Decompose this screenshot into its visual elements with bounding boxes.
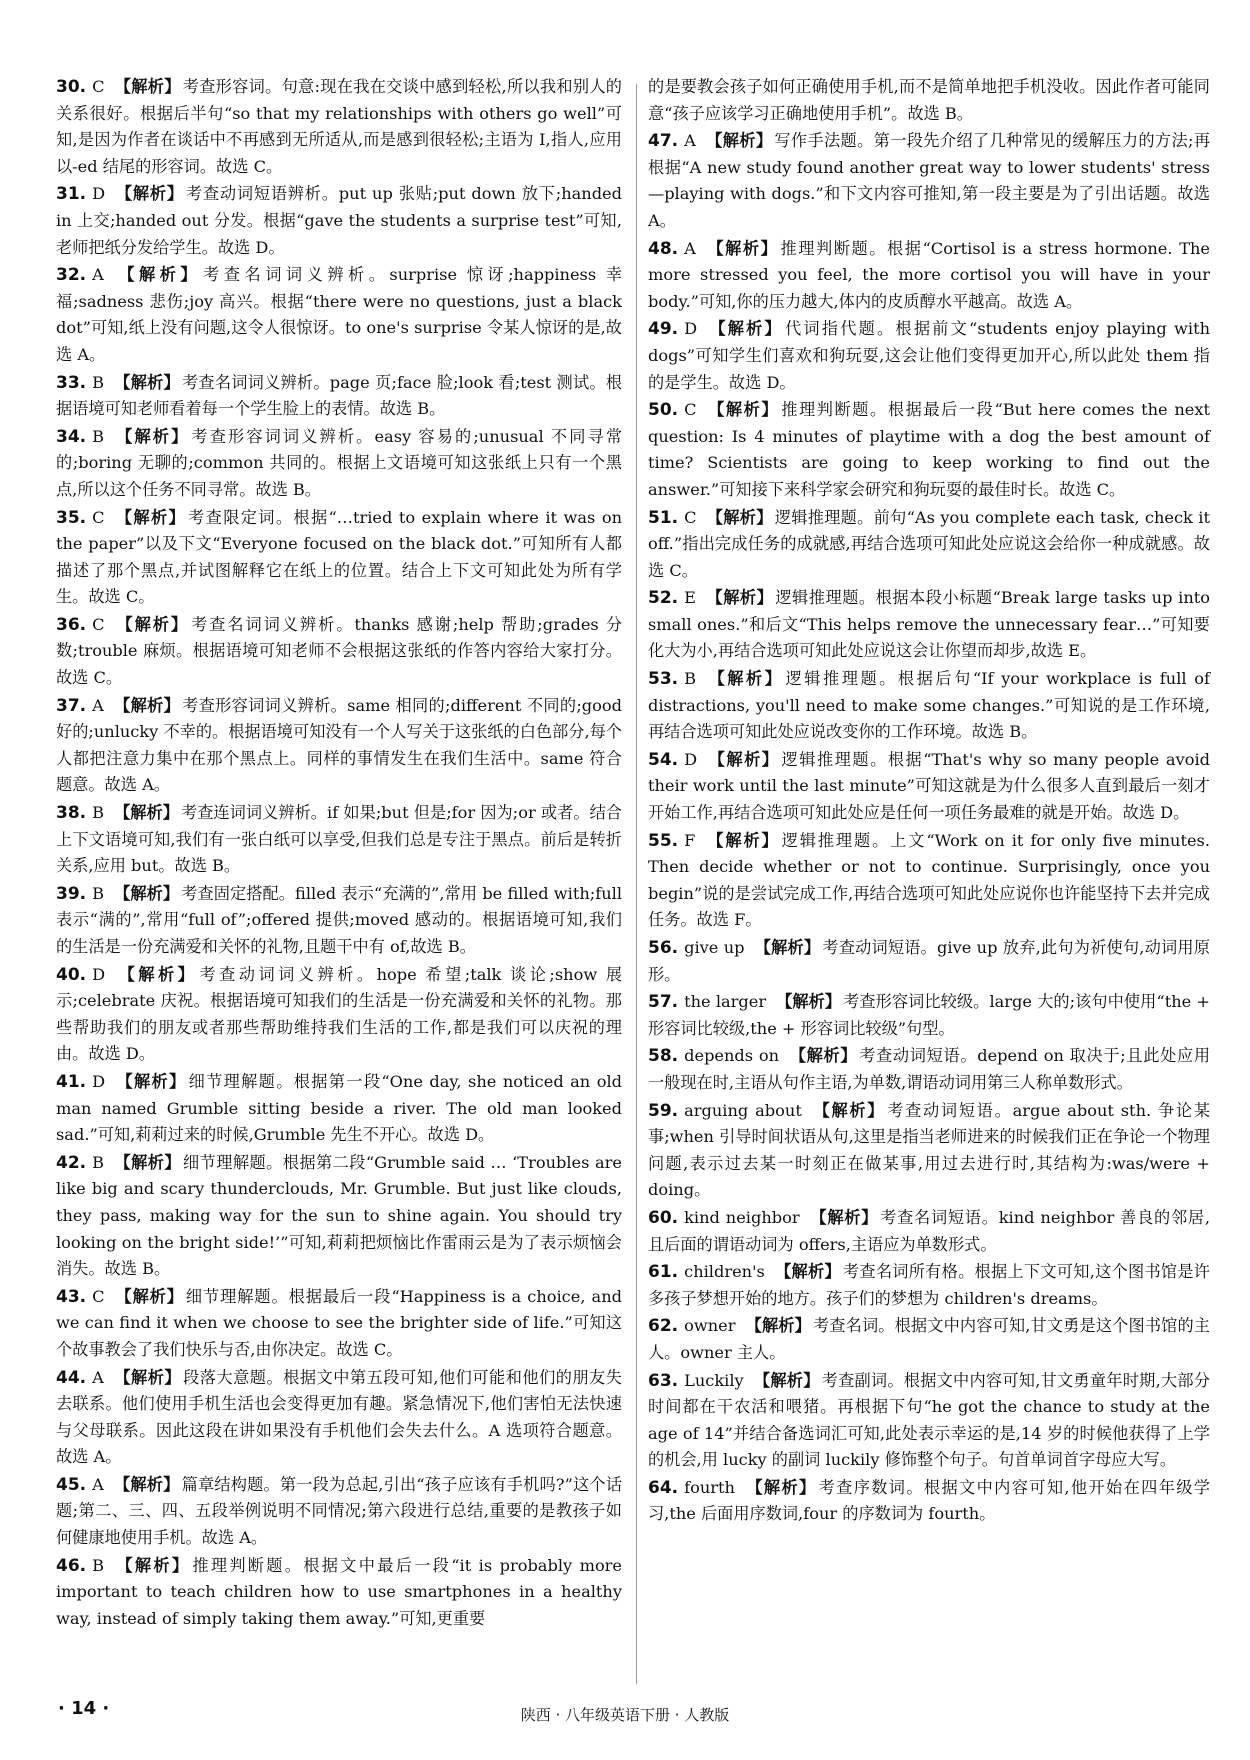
analysis-tag: 【解析】	[113, 695, 181, 715]
answer-entry	[56, 1150, 622, 1283]
analysis-tag: 【解析】	[706, 669, 784, 689]
analysis-tag: 【解析】	[754, 938, 821, 957]
analysis-tag: 【解析】	[705, 238, 779, 258]
answer-entry	[56, 693, 622, 799]
question-number: 41.	[56, 1071, 87, 1092]
analysis-tag: 【解析】	[744, 1477, 817, 1497]
answer-key: the larger	[684, 992, 767, 1012]
analysis-tag: 【解析】	[745, 1316, 811, 1336]
question-number: 32.	[56, 265, 87, 286]
answer-entry	[56, 1284, 622, 1364]
answer-key: B	[684, 669, 697, 689]
analysis-tag: 【解析】	[115, 964, 198, 984]
explanation-text: 考查固定搭配。filled 表示“充满的”,常用 be filled with;full 表示“满的”,常用“full of”;offered 提供;moved 感动的。根据语境可知,我们的生活是一份充满爱和关怀的礼物,且题干中有 of,故选 B。	[56, 883, 622, 956]
page-footer	[0, 1690, 1250, 1760]
answer-key: fourth	[684, 1477, 735, 1497]
answer-entry	[648, 585, 1210, 665]
answer-entry	[648, 666, 1210, 746]
answer-entry	[648, 1098, 1210, 1204]
analysis-tag: 【解析】	[776, 992, 842, 1012]
question-number: 58.	[648, 1046, 679, 1067]
question-number: 36.	[56, 614, 87, 635]
explanation-text: 细节理解题。根据第一段“One day, she noticed an old man named Grumble sitting beside a river. The old man looked sad.”可知,莉莉过来的时候,Grumble 先生不开心。故选 D。	[56, 1071, 623, 1145]
explanation-text: 段落大意题。根据文中第五段可知,他们可能和他们的朋友失去联系。他们使用手机生活也会变得更加有趣。紧急情况下,他们害怕无法快速与父母联系。因此这段在讲如果没有手机他们会失去什么。A 选项符合题意。故选 A。	[56, 1367, 622, 1467]
answer-entry	[648, 128, 1210, 234]
answer-entry	[56, 962, 622, 1068]
answer-key: D	[684, 319, 698, 339]
explanation-text: 考查形容词比较级。large 大的;该句中使用“the + 形容词比较级,the + 形容词比较级”句型。	[648, 992, 1210, 1038]
answer-key: C	[92, 614, 105, 634]
explanation-text: 考查形容词词义辨析。easy 容易的;unusual 不同寻常的;boring 无聊的;common 共同的。根据上文语境可知这张纸上只有一个黑点,所以这个任务不同寻常。故选 B。	[56, 426, 623, 499]
answer-key: C	[92, 1286, 105, 1306]
answer-key: A	[92, 1367, 104, 1387]
answer-entry	[56, 181, 622, 261]
answer-key: give up	[684, 938, 745, 957]
question-number: 59.	[648, 1100, 679, 1121]
explanation-text: 代词指代题。根据前文“students enjoy playing with dogs”可知学生们喜欢和狗玩耍,这会让他们变得更加开心,所以此处 them 指的是学生。故选 D。	[648, 319, 1211, 392]
analysis-tag: 【解析】	[706, 400, 780, 420]
explanation-text: 推理判断题。根据文中最后一段“it is probably more important to teach children how to use smartphones in a healthy way, instead of simply taking them away.”可知,更重要	[56, 1555, 623, 1628]
explanation-text: 考查形容词。句意:现在我在交谈中感到轻松,所以我和别人的关系很好。根据后半句“so that my relationships with others go well”可知,是因为作者在谈话中不再感到无所适从,而是感到很轻松;主语为 I,指人,应用以-ed 结尾的形容词。故选 C。	[56, 77, 622, 176]
answer-entry	[56, 1553, 622, 1633]
answer-entry	[56, 1472, 622, 1552]
explanation-text: 考查副词。根据文中内容可知,甘文勇童年时期,大部分时间都在干农活和喂猪。再根据下句“he got the chance to study at the age of 14”并结合备选词汇可知,此处表示幸运的是,14 岁的时候他获得了上学的机会,用 lucky 的副词 luckily 修饰整个句子。句首单词首字母应大写。	[648, 1370, 1210, 1470]
analysis-tag: 【解析】	[114, 883, 180, 903]
question-number: 35.	[56, 507, 87, 528]
question-number: 37.	[56, 695, 87, 716]
question-number: 33.	[56, 372, 87, 393]
analysis-tag: 【解析】	[809, 1207, 879, 1227]
question-number: 60.	[648, 1207, 679, 1228]
answer-key: D	[92, 964, 106, 984]
question-number: 54.	[648, 749, 679, 770]
analysis-tag: 【解析】	[706, 507, 773, 527]
explanation-text: 考查动词短语。depend on 取决于;且此处应用一般现在时,主语从句作主语,为单数,谓语动词用第三人称单数形式。	[648, 1046, 1211, 1092]
question-number: 55.	[648, 830, 679, 851]
answer-key: C	[684, 507, 697, 527]
answer-key: A	[92, 695, 104, 715]
answer-entry	[56, 1365, 622, 1471]
question-number: 64.	[648, 1477, 679, 1498]
analysis-tag: 【解析】	[115, 184, 184, 204]
answer-entry	[56, 424, 622, 504]
answer-entry	[56, 370, 622, 423]
answer-entry	[56, 881, 622, 961]
question-number: 52.	[648, 588, 679, 609]
explanation-text: 考查动词短语。argue about sth. 争论某事;when 引导时间状语从句,这里是指当老师进来的时候我们正在争论一个物理问题,表示过去某一时刻正在做某事,用过去进行时,其结构为:was/were + doing。	[648, 1100, 1211, 1200]
answer-key: A	[684, 131, 696, 151]
analysis-tag: 【解析】	[789, 1046, 858, 1066]
answer-key: E	[684, 588, 696, 608]
answer-entry	[648, 989, 1210, 1042]
question-number: 30.	[56, 77, 87, 97]
question-number: 38.	[56, 803, 87, 824]
answer-entry	[56, 505, 622, 611]
answer-entry	[648, 397, 1210, 503]
answer-key: A	[684, 238, 696, 258]
analysis-tag: 【解析】	[114, 1152, 181, 1172]
answer-key: D	[92, 184, 106, 204]
answer-key: C	[92, 507, 105, 527]
question-number: 49.	[648, 319, 679, 340]
analysis-tag: 【解析】	[114, 372, 180, 392]
analysis-tag: 【解析】	[707, 749, 780, 769]
answer-key: B	[92, 1152, 105, 1172]
question-number: 43.	[56, 1286, 87, 1307]
question-number: 44.	[56, 1367, 87, 1388]
explanation-text: 逻辑推理题。根据“That's why so many people avoid their work until the last minute”可知这就是为什么很多人直到最后一刻才开始工作,再结合选项可知此处应是任何一项任务最难的就是开始。故选 D。	[648, 749, 1210, 823]
explanation-text: 细节理解题。根据第二段“Grumble said … ‘Troubles are like big and scary thunderclouds, Mr. Grumble. But just like clouds, they pass, making way for the sun to shine again. You should try looking on the bright side!’”可知,莉莉把烦恼比作雷雨云是为了表示烦恼会消失。故选 B。	[56, 1152, 622, 1279]
answer-entry	[648, 505, 1210, 585]
answer-key: Luckily	[684, 1370, 744, 1390]
question-number: 47.	[648, 131, 679, 152]
explanation-text: 逻辑推理题。上文“Work on it for only five minutes. Then decide whether or not to continue. Surprisingly, once you begin”说的是尝试完成工作,再结合选项可知此处应说你也许能坚持下去并完成任务。故选 F。	[648, 830, 1210, 930]
analysis-tag: 【解析】	[114, 1555, 191, 1575]
answer-key: arguing about	[684, 1100, 802, 1120]
question-number: 56.	[648, 938, 679, 958]
analysis-tag: 【解析】	[114, 426, 190, 446]
question-number: 42.	[56, 1152, 87, 1173]
answer-key: D	[684, 749, 698, 769]
question-number: 63.	[648, 1370, 679, 1391]
explanation-text: 考查连词词义辨析。if 如果;but 但是;for 因为;or 或者。结合上下文语境可知,我们有一张白纸可以享受,但我们总是专注于黑点。前后是转折关系,应用 but。故选 B。	[56, 803, 622, 876]
column-divider	[636, 84, 637, 1684]
answer-entry	[648, 747, 1210, 827]
analysis-tag: 【解析】	[774, 1262, 841, 1282]
answer-key: depends on	[684, 1046, 780, 1066]
analysis-tag: 【解析】	[114, 77, 181, 96]
explanation-text: 写作手法题。第一段先介绍了几种常见的缓解压力的方法;再根据“A new study found another great way to lower students' stress—playing with dogs.”和下文内容可推知,第一段主要是为了引出话题。故选 A。	[648, 131, 1211, 230]
explanation-text: 考查形容词词义辨析。same 相同的;different 不同的;good 好的;unlucky 不幸的。根据语境可知没有一个人写关于这张纸的白色部分,每个人都把注意力集中在那个黑点上。同样的事情发生在我们生活中。same 符合题意。故选 A。	[56, 695, 622, 795]
explanation-text: 考查名词短语。kind neighbor 善良的邻居,且后面的谓语动词为 offers,主语应为单数形式。	[648, 1207, 1210, 1254]
answer-entry	[648, 1205, 1210, 1258]
question-number: 39.	[56, 883, 87, 904]
answer-entry	[648, 1259, 1210, 1312]
analysis-tag: 【解析】	[113, 265, 202, 285]
explanation-text: 细节理解题。根据最后一段“Happiness is a choice, and we can find it when we choose to see the brighter side of life.”可知这个故事教会了我们快乐与否,由你决定。故选 C。	[56, 1286, 622, 1359]
analysis-tag: 【解析】	[113, 1474, 180, 1494]
continuation-text: 的是要教会孩子如何正确使用手机,而不是简单地把手机没收。因此作者可能同意“孩子应该学习正确地使用手机”。故选 B。	[648, 77, 1210, 123]
question-number: 48.	[648, 238, 679, 259]
answer-entry	[56, 612, 622, 692]
answer-entry	[648, 236, 1210, 316]
right-column	[648, 74, 1210, 1529]
analysis-tag: 【解析】	[115, 1071, 187, 1091]
answer-entry	[648, 935, 1210, 988]
answer-key: A	[92, 1474, 104, 1494]
answer-key: A	[92, 265, 104, 285]
answer-key: F	[684, 830, 696, 850]
question-number: 62.	[648, 1316, 679, 1337]
left-column	[56, 74, 622, 1633]
explanation-text: 逻辑推理题。根据后句“If your workplace is full of distractions, you'll need to make some changes.”可知说的是工作环境,再结合选项可知此处应说改变你的工作环境。故选 B。	[648, 669, 1211, 742]
page-number: · 14 ·	[58, 1698, 110, 1719]
explanation-text: 考查名词词义辨析。thanks 感谢;help 帮助;grades 分数;trouble 麻烦。根据语境可知老师不会根据这张纸的作答内容给大家打分。故选 C。	[56, 614, 623, 688]
answer-entry	[648, 1368, 1210, 1474]
analysis-tag: 【解析】	[114, 507, 187, 527]
explanation-text: 考查限定词。根据“…tried to explain where it was on the paper”以及下文“Everyone focused on the black dot.”可知所有人都描述了那个黑点,并试图解释它在纸上的位置。结合上下文可知此处为所有学生。故选 C。	[56, 507, 623, 607]
answer-key: B	[92, 803, 105, 823]
analysis-tag: 【解析】	[705, 830, 780, 850]
analysis-tag: 【解析】	[114, 1286, 184, 1306]
answer-entry	[56, 800, 622, 880]
analysis-tag: 【解析】	[114, 614, 190, 634]
answer-key: kind neighbor	[684, 1207, 800, 1227]
explanation-text: 逻辑推理题。根据本段小标题“Break large tasks up into small ones.”和后文“This helps remove the unnecessary fear…”可知要化大为小,再结合选项可知此处应说这会让你望而却步,故选 E。	[648, 588, 1210, 661]
question-number: 46.	[56, 1555, 87, 1576]
question-number: 50.	[648, 400, 679, 421]
analysis-tag: 【解析】	[811, 1100, 886, 1120]
question-number: 51.	[648, 507, 679, 528]
answer-entry	[648, 1475, 1210, 1528]
explanation-text: 推理判断题。根据“Cortisol is a stress hormone. The more stressed you feel, the more cortisol you will have in your body.”可知,你的压力越大,体内的皮质醇水平越高。故选 A。	[648, 238, 1211, 311]
analysis-tag: 【解析】	[753, 1370, 820, 1390]
analysis-tag: 【解析】	[707, 319, 783, 339]
explanation-text: 考查动词短语辨析。put up 张贴;put down 放下;handed in 上交;handed out 分发。根据“gave the students a surprise test”可知,老师把纸分发给学生。故选 D。	[56, 184, 623, 257]
explanation-text: 考查名词所有格。根据上下文可知,这个图书馆是许多孩子梦想开始的地方。孩子们的梦想为 children's dreams。	[648, 1262, 1210, 1308]
explanation-text: 考查名词。根据文中内容可知,甘文勇是这个图书馆的主人。owner 主人。	[648, 1316, 1210, 1362]
answer-key: children's	[684, 1262, 765, 1282]
question-number: 61.	[648, 1262, 679, 1283]
footer-text: 陕西 · 八年级英语下册 · 人教版	[520, 1706, 730, 1724]
explanation-text: 篇章结构题。第一段为总起,引出“孩子应该有手机吗?”这个话题;第二、三、四、五段举例说明不同情况;第六段进行总结,重要的是教孩子如何健康地使用手机。故选 A。	[56, 1474, 623, 1548]
explanation-text: 考查序数词。根据文中内容可知,他开始在四年级学习,the 后面用序数词,four 的序数词为 fourth。	[648, 1477, 1210, 1524]
answer-entry	[56, 1069, 622, 1149]
answer-key: owner	[684, 1316, 736, 1336]
question-number: 57.	[648, 992, 679, 1013]
explanation-text: 考查名词词义辨析。page 页;face 脸;look 看;test 测试。根据语境可知老师看着每一个学生脸上的表情。故选 B。	[56, 372, 623, 419]
answer-entry	[648, 1313, 1210, 1366]
question-number: 53.	[648, 669, 679, 690]
answer-key: B	[92, 372, 105, 392]
question-number: 40.	[56, 964, 87, 985]
explanation-text: 推理判断题。根据最后一段“But here comes the next question: Is 4 minutes of playtime with a dog the best amount of time? Scientists are going to keep working to find out the answer.”可知接下来科学家会研究和狗玩耍的最佳时长。故选 C。	[648, 400, 1210, 499]
answer-entry	[56, 74, 622, 180]
answer-key: D	[92, 1071, 106, 1091]
explanation-text: 逻辑推理题。前句“As you complete each task, check it off.”指出完成任务的成就感,再结合选项可知此处应说这会给你一种成就感。故选 C。	[648, 507, 1210, 580]
analysis-tag: 【解析】	[705, 131, 773, 151]
answer-key: C	[684, 400, 697, 420]
answer-key: B	[92, 1555, 105, 1575]
answer-entry	[648, 316, 1210, 396]
explanation-text: 考查名词词义辨析。surprise 惊讶;happiness 幸福;sadness 悲伤;joy 高兴。根据“there were no questions, just a black dot”可知,纸上没有问题,这令人很惊讶。to one's surprise 令某人惊讶的是,故选 A。	[56, 265, 623, 364]
answer-key: C	[92, 77, 105, 96]
question-number: 45.	[56, 1474, 87, 1495]
question-number: 31.	[56, 184, 87, 205]
answer-entry	[56, 262, 622, 368]
answer-entry	[648, 828, 1210, 934]
analysis-tag: 【解析】	[114, 803, 179, 823]
answer-entry	[648, 1043, 1210, 1096]
explanation-text: 考查动词词义辨析。hope 希望;talk 谈论;show 展示;celebrate 庆祝。根据语境可知我们的生活是一份充满爱和关怀的礼物。那些帮助我们的朋友或者那些帮助维持我们生活的工作,都是我们可以庆祝的理由。故选 D。	[56, 964, 623, 1064]
answer-key: B	[92, 426, 105, 446]
analysis-tag: 【解析】	[705, 588, 774, 608]
answer-key: B	[92, 883, 105, 903]
analysis-tag: 【解析】	[113, 1367, 182, 1387]
question-number: 34.	[56, 426, 87, 447]
explanation-text: 考查动词短语。give up 放弃,此句为祈使句,动词用原形。	[648, 938, 1211, 984]
